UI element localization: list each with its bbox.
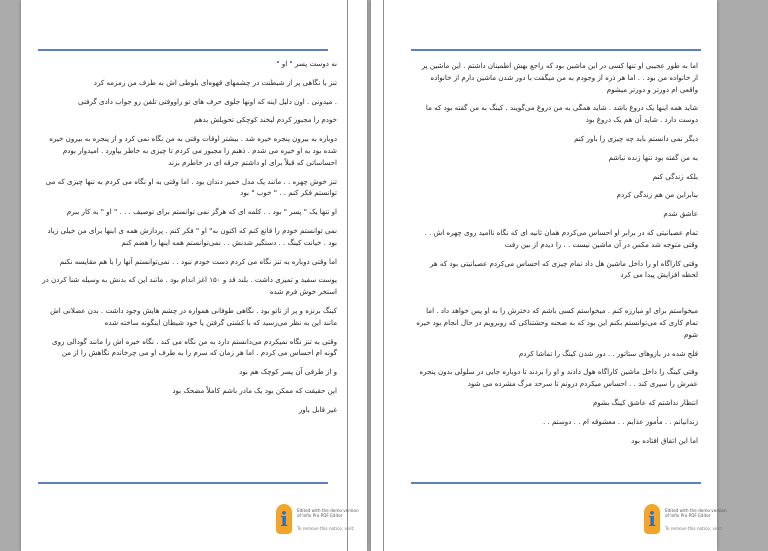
- watermark-text: Edited with the demo version of Infix Pro PDF Editor: [297, 508, 359, 518]
- paragraph: به من گفته بود تنها زنده نباشم: [608, 152, 698, 162]
- page-margin-line: [383, 0, 384, 551]
- paragraph: تمام عصبانیتی که در برابر او احساس می‌کردم همان ثانیه ای که نگاه ناامید روی چهره اش . . وقتی متوجه شد مکس در آن ماشین نیست . . را دیدم از بین رفت: [424, 227, 698, 249]
- paragraph: وقتی کینگ را داخل ماشین کاراگاه هول دادند و او را بردند تا دوباره جایی در سلولی بدون پنجره عمرش را سپری کند . . احساس میکردم درونم تا سرحد مرگ مشرده می شود: [419, 367, 698, 389]
- infix-logo-icon: i: [273, 504, 295, 534]
- paragraph: انتظار نداشتم که عاشق کینگ بشوم: [592, 397, 698, 407]
- paragraph: زندانیانم . . مأمور عذابم . . معشوقه ام . . دوستم . .: [542, 416, 698, 426]
- paragraph: میخواستم برای او مبارزه کنم . میخواستم کسی باشم که دخترش را به او پس خواهد داد . اما تمام کاری که می‌توانستم بکنم این بود که به صحنه وحشتناکی که روبرویم در حال انجام بود خیره شوم: [416, 306, 698, 339]
- paragraph: غیر قابل باور: [298, 404, 337, 414]
- page-margin-line: [347, 0, 348, 551]
- paragraph: کینگ برنزه و پر از تاتو بود . نگاهی طوفانی همواره در چشم هایش وجود داشت . بدن عضلانی اش مانند این به نظر می‌رسید که با کشتی گرفتن یا خود شیطان اینگونه ساخته شده: [50, 305, 337, 327]
- watermark-badge: [273, 502, 373, 538]
- paragraph: . میدونی . اون دلیل اینه که اونها جلوی حرف های تو راووفتی تلفن رو جواب دادی گرفتی: [78, 96, 337, 106]
- paragraph: اما به طور عجیبی او تنها کسی در این ماشین بود که راجع بهش اطمینان داشتم . این ماشین پر از خانواده من بود . . اما هر ذره از وجودم به من میگفت با دور شدن ماشین دارم از خانواده واقعی ام دورتر و دورتر میشوم: [421, 61, 698, 94]
- paragraph: اما این اتفاق افتاده بود: [631, 435, 698, 445]
- paragraph: نمی توانستم خودم را قانع کنم که اکنون به" او " فکر کنم . پردازش همه ی اینها برای من خیلی زیاد بود . خیانت کینگ . . دستگیر شدنش . . نمی‌توانستم همه اینها را هضم کنم: [47, 225, 337, 247]
- document-page-left: [21, 0, 367, 551]
- watermark-badge: [641, 502, 741, 538]
- paragraph: این حقیقت که ممکن بود یک مادر باشم کاملاً مضحک بود: [172, 385, 337, 395]
- paragraph: تنز با نگاهی پر از شیطنت در چشمهای قهوه‌ای بلوطی اش به طرف من زمزمه کرد: [93, 77, 337, 87]
- paragraph: او تنها یک " پسر " بود . . کلمه ای که هرگز نمی توانستم برای توصیف . . . " او " به کار ببرم: [66, 207, 337, 217]
- header-rule: [38, 49, 328, 51]
- infix-logo-icon: i: [641, 504, 663, 534]
- footer-rule: [411, 482, 701, 484]
- paragraph: عاشق شدم: [663, 209, 698, 219]
- paragraph: دوباره به بیرون پنجره خیره شد . بیشتر اوقات وقتی به من نگاه نمی کرد و از پنجره به بیرون خیره شده بود به او خیره می شدم . ذهنم را مجبور می کردم تا چیزی به خاطر بیاورد . امیدوار بودم احساساتی که قبلاً برای او داشتم جرقه ای در خاطرم بزند: [49, 134, 337, 167]
- paragraph: تنز خوش چهره . . مانند یک مدل خمیر دندان بود . اما وقتی به او نگاه می کردم به تنها چیزی که می توانستم فکر کنم . . " خوب " بود: [45, 176, 337, 198]
- paragraph: پوست سفید و تمیزی داشت . بلند قد و ۱۵۰ اغز اندام بود . مانند این که بدنش به وسیله شنا کردن در استخر خوش فرم شده: [42, 275, 337, 297]
- page-body-text: [416, 60, 698, 453]
- paragraph: نه دوست پسر " او ": [276, 59, 337, 68]
- page-body-text: [41, 58, 337, 423]
- paragraph: بلکه زندگی کنم: [652, 171, 698, 181]
- paragraph: فلج شده در بازوهای ستاتور . . دور شدن کینگ را تماشا کردم: [518, 348, 698, 358]
- watermark-text: Edited with the demo version of Infix Pro PDF Editor: [665, 508, 727, 518]
- paragraph: خودم را مجبور کردم لبخند کوچکی تحویلش بدهم: [194, 115, 337, 125]
- paragraph: اما وقتی دوباره به تنز نگاه می کردم دست خودم نبود . . نمی‌توانستم آنها را با هم مقایسه نکنم: [59, 256, 337, 266]
- paragraph: وقتی به تنز نگاه نمیکردم می‌دانستم دارد به من نگاه می کند . نگاه خیره اش را مانند گودالی روی گونه ام احساس می کردم . اما هر زمان که سرم را به طرف او می چرخاندم نگاهش را از من: [52, 336, 337, 358]
- footer-rule: [38, 482, 328, 484]
- header-rule: [411, 49, 701, 51]
- watermark-link-text[interactable]: To remove this notice, visit:: [297, 526, 355, 531]
- watermark-link-text[interactable]: To remove this notice, visit:: [665, 526, 723, 531]
- paragraph: بنابراین من هم زندگی کردم: [616, 190, 698, 200]
- document-page-right: [371, 0, 727, 551]
- paragraph: دیگر نمی دانستم باید چه چیزی را باور کنم: [574, 133, 698, 143]
- paragraph: و از طرفی آن پسر کوچک هم بود: [239, 367, 337, 377]
- paragraph: وقتی کاراگاه او را داخل ماشین هل داد تمام چیزی که احساس می‌کردم عصبانیتی بود که هر لحظه افزایش پیدا می کرد: [429, 258, 698, 280]
- paragraph: شاید همه اینها یک دروغ باشد . شاید همگی به من دروغ می‌گویند . کینگ به من گفته بود که ما دوست دارد . شاید آن هم یک دروغ بود: [425, 103, 698, 125]
